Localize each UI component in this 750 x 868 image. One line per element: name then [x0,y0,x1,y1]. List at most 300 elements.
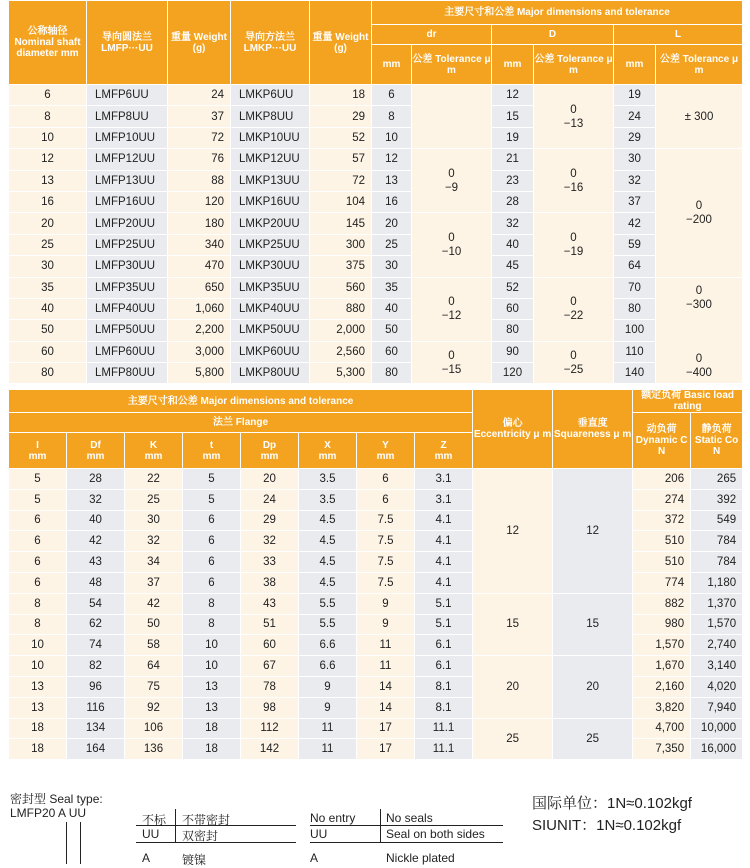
flange-df-cell: 42 [67,531,125,552]
seal-r1-code: 不标 [142,813,167,827]
flange-z-cell: 4.1 [415,572,473,593]
flange-y-cell: 14 [357,697,415,718]
flange-z-cell: 4.1 [415,510,473,531]
round-weight-cell: 37 [168,106,231,127]
table-row [9,341,743,362]
flange-k-cell: 32 [125,531,183,552]
dynamic-load-cell: 7,350 [633,739,691,760]
square-weight-cell: 300 [310,234,372,255]
seal-r3-en-code: A [310,851,319,865]
round-flange-model-cell: LMFP50UU [87,320,168,341]
flange-x-cell: 4.5 [299,552,357,573]
header-unit: mm [434,450,453,462]
flange-i-cell: 18 [9,739,67,760]
header-D: D [492,25,614,45]
dr-tolerance-cell [412,213,492,277]
static-load-cell: 2,740 [691,635,743,656]
squareness-cell: 20 [553,656,633,718]
flange-t-cell: 5 [183,469,241,490]
round-weight-cell: 1,060 [168,298,231,319]
header-L-tolerance: 公差 Tolerance μ m [656,45,743,85]
table-row [9,635,743,656]
square-flange-model-cell: LMKP12UU [231,149,310,170]
header-symbol: Y [382,439,389,451]
unit-note-en: SIUNIT：1N≈0.102kgf [532,817,682,834]
flange-x-cell: 3.5 [299,489,357,510]
round-flange-model-cell: LMFP13UU [87,170,168,191]
table-row [9,531,743,552]
dr-mm-cell: 6 [372,85,412,106]
square-weight-cell: 5,300 [310,363,372,384]
static-load-cell: 7,940 [691,697,743,718]
square-flange-model-cell: LMKP13UU [231,170,310,191]
L-mm-cell: 70 [614,277,656,298]
flange-t-cell: 6 [183,510,241,531]
dynamic-load-cell: 4,700 [633,718,691,739]
D-tolerance-cell-upper: 0 [570,167,577,180]
flange-z-cell: 4.1 [415,531,473,552]
flange-x-cell: 9 [299,676,357,697]
static-load-cell: 16,000 [691,739,743,760]
L-tolerance-value: −400 [686,366,712,379]
flange-dp-cell: 43 [241,593,299,614]
dynamic-load-cell: 372 [633,510,691,531]
flange-t-cell: 18 [183,718,241,739]
flange-y-cell: 11 [357,635,415,656]
static-load-cell: 549 [691,510,743,531]
eccentricity-cell: 25 [473,718,553,760]
flange-t-cell: 6 [183,531,241,552]
header-flange-df [67,433,125,469]
square-weight-cell: 18 [310,85,372,106]
shaft-diameter-cell: 40 [9,298,87,319]
round-flange-model-cell: LMFP16UU [87,191,168,212]
flange-k-cell: 22 [125,469,183,490]
dr-mm-cell: 25 [372,234,412,255]
round-flange-model-cell: LMFP12UU [87,149,168,170]
dr-mm-cell: 8 [372,106,412,127]
eccentricity-cell: 20 [473,656,553,718]
flange-k-cell: 106 [125,718,183,739]
round-flange-model-cell: LMFP25UU [87,234,168,255]
header-D-mm: mm [492,45,534,85]
flange-z-cell: 3.1 [415,469,473,490]
seal-r1-en: No seals [386,811,433,825]
shaft-diameter-cell: 50 [9,320,87,341]
flange-dp-cell: 20 [241,469,299,490]
flange-t-cell: 13 [183,697,241,718]
flange-dp-cell: 33 [241,552,299,573]
flange-dimension-table [8,389,743,760]
flange-df-cell: 116 [67,697,125,718]
flange-i-cell: 8 [9,614,67,635]
L-tolerance-value: 0 [695,284,703,297]
L-tolerance-cell [656,149,743,277]
square-flange-model-cell: LMKP16UU [231,191,310,212]
dynamic-load-cell: 3,820 [633,697,691,718]
square-flange-model-cell: LMKP10UU [231,127,310,148]
dynamic-load-cell: 510 [633,552,691,573]
dr-mm-cell: 30 [372,256,412,277]
square-flange-model-cell: LMKP35UU [231,277,310,298]
shaft-diameter-cell: 8 [9,106,87,127]
header-unit: mm [260,450,279,462]
flange-t-cell: 5 [183,489,241,510]
flange-df-cell: 32 [67,489,125,510]
D-mm-cell: 15 [492,106,534,127]
dr-tolerance-cell-upper: 0 [448,167,455,180]
table-row [9,191,743,212]
square-flange-model-cell: LMKP25UU [231,234,310,255]
flange-k-cell: 34 [125,552,183,573]
flange-z-cell: 8.1 [415,676,473,697]
L-tolerance-value: 0 [695,352,703,365]
round-weight-cell: 76 [168,149,231,170]
header-major-dimensions-2: 主要尺寸和公差 Major dimensions and tolerance [9,390,473,413]
D-mm-cell: 28 [492,191,534,212]
round-weight-cell: 88 [168,170,231,191]
dr-tolerance-cell [412,85,492,149]
square-weight-cell: 57 [310,149,372,170]
header-weight-square: 重量 Weight (g) [310,1,372,85]
flange-x-cell: 5.5 [299,614,357,635]
D-mm-cell: 40 [492,234,534,255]
static-load-cell: 784 [691,531,743,552]
dynamic-load-cell: 206 [633,469,691,490]
table-row [9,614,743,635]
flange-y-cell: 7.5 [357,552,415,573]
unit-note-cn: 国际单位：1N≈0.102kgf [532,795,692,812]
header-unit: mm [376,450,395,462]
table-row [9,363,743,384]
D-mm-cell: 23 [492,170,534,191]
flange-k-cell: 25 [125,489,183,510]
flange-z-cell: 3.1 [415,489,473,510]
header-flange-t [183,433,241,469]
dr-tolerance-cell-lower: −9 [444,181,459,194]
flange-df-cell: 74 [67,635,125,656]
round-flange-model-cell: LMFP6UU [87,85,168,106]
table-row [9,552,743,573]
seal-type-title: 密封型 Seal type: [10,792,103,806]
D-mm-cell: 90 [492,341,534,362]
flange-x-cell: 6.6 [299,656,357,677]
round-flange-model-cell: LMFP35UU [87,277,168,298]
L-mm-cell: 80 [614,298,656,319]
shaft-diameter-cell: 60 [9,341,87,362]
shaft-diameter-cell: 25 [9,234,87,255]
shaft-diameter-cell: 80 [9,363,87,384]
flange-i-cell: 10 [9,635,67,656]
linear-bushing-dimension-table [8,0,743,384]
L-tolerance-cell-lower: −200 [686,213,712,226]
D-tolerance-cell-lower: −22 [563,310,584,323]
seal-r3-en: Nickle plated [386,851,455,865]
dynamic-load-cell: 980 [633,614,691,635]
dr-mm-cell: 13 [372,170,412,191]
flange-y-cell: 14 [357,676,415,697]
table-row [9,234,743,255]
square-weight-cell: 72 [310,170,372,191]
round-weight-cell: 120 [168,191,231,212]
flange-dp-cell: 60 [241,635,299,656]
dr-tolerance-cell-lower: −15 [441,363,462,376]
flange-x-cell: 11 [299,739,357,760]
D-mm-cell: 32 [492,213,534,234]
flange-x-cell: 4.5 [299,510,357,531]
table-row [9,256,743,277]
static-load-cell: 784 [691,552,743,573]
shaft-diameter-cell: 10 [9,127,87,148]
eccentricity-cell: 12 [473,469,553,594]
table-row [9,469,743,490]
flange-x-cell: 4.5 [299,572,357,593]
flange-df-cell: 134 [67,718,125,739]
dr-mm-cell: 12 [372,149,412,170]
flange-dp-cell: 29 [241,510,299,531]
flange-y-cell: 6 [357,489,415,510]
dynamic-load-cell: 1,570 [633,635,691,656]
round-flange-model-cell: LMFP30UU [87,256,168,277]
static-load-cell: 4,020 [691,676,743,697]
table-row [9,697,743,718]
flange-x-cell: 6.6 [299,635,357,656]
flange-z-cell: 5.1 [415,614,473,635]
flange-t-cell: 6 [183,552,241,573]
flange-z-cell: 8.1 [415,697,473,718]
shaft-diameter-cell: 6 [9,85,87,106]
L-mm-cell: 100 [614,320,656,341]
header-flange-y [357,433,415,469]
flange-t-cell: 10 [183,656,241,677]
flange-t-cell: 13 [183,676,241,697]
flange-z-cell: 11.1 [415,739,473,760]
square-flange-model-cell: LMKP30UU [231,256,310,277]
dr-mm-cell: 16 [372,191,412,212]
flange-z-cell: 6.1 [415,656,473,677]
flange-t-cell: 10 [183,635,241,656]
flange-df-cell: 164 [67,739,125,760]
square-weight-cell: 145 [310,213,372,234]
shaft-diameter-cell: 12 [9,149,87,170]
dr-mm-cell: 50 [372,320,412,341]
header-symbol: X [324,439,331,451]
table-row [9,739,743,760]
dr-tolerance-cell-upper: 0 [448,349,455,362]
D-tolerance-cell-upper: 0 [570,349,577,362]
flange-k-cell: 136 [125,739,183,760]
flange-i-cell: 6 [9,531,67,552]
square-weight-cell: 29 [310,106,372,127]
seal-model-example: LMFP20 A UU [10,806,87,820]
dr-mm-cell: 35 [372,277,412,298]
square-flange-model-cell: LMKP50UU [231,320,310,341]
header-flange-dp [241,433,299,469]
L-mm-cell: 37 [614,191,656,212]
seal-r2-en-code: UU [310,827,328,841]
header-unit: mm [86,450,105,462]
D-mm-cell: 21 [492,149,534,170]
dynamic-load-cell: 510 [633,531,691,552]
header-symbol: Df [90,439,101,451]
flange-df-cell: 48 [67,572,125,593]
round-weight-cell: 650 [168,277,231,298]
L-tolerance-cell: ± 300 [656,85,743,149]
round-flange-model-cell: LMFP60UU [87,341,168,362]
square-weight-cell: 560 [310,277,372,298]
flange-k-cell: 92 [125,697,183,718]
table-row [9,213,743,234]
header-square-flange-model: 导向方法兰 LMKP···UU [231,1,310,85]
dr-tolerance-cell-lower: −10 [441,245,462,258]
flange-dp-cell: 32 [241,531,299,552]
square-weight-cell: 375 [310,256,372,277]
square-weight-cell: 104 [310,191,372,212]
shaft-diameter-cell: 16 [9,191,87,212]
square-flange-model-cell: LMKP20UU [231,213,310,234]
seal-r2-en: Seal on both sides [386,827,485,841]
flange-x-cell: 4.5 [299,531,357,552]
flange-t-cell: 6 [183,572,241,593]
L-mm-cell: 29 [614,127,656,148]
static-load-cell: 3,140 [691,656,743,677]
dynamic-load-cell: 1,670 [633,656,691,677]
header-eccentricity: 偏心 Eccentricity μ m [473,390,553,469]
D-mm-cell: 19 [492,127,534,148]
square-flange-model-cell: LMKP6UU [231,85,310,106]
flange-k-cell: 58 [125,635,183,656]
flange-k-cell: 64 [125,656,183,677]
header-symbol: Dp [262,439,277,451]
flange-t-cell: 8 [183,593,241,614]
round-weight-cell: 72 [168,127,231,148]
D-mm-cell: 80 [492,320,534,341]
squareness-cell: 12 [553,469,633,594]
header-flange-i [9,433,67,469]
round-weight-cell: 2,200 [168,320,231,341]
round-flange-model-cell: LMFP20UU [87,213,168,234]
dynamic-load-cell: 274 [633,489,691,510]
unit-conversion-note [532,793,692,837]
header-major-dimensions: 主要尺寸和公差 Major dimensions and tolerance [372,1,743,25]
flange-df-cell: 43 [67,552,125,573]
header-dynamic: 动负荷 Dynamic C N [633,413,691,469]
seal-r3-cn: 镀镍 [182,853,207,867]
table-row [9,170,743,191]
squareness-cell: 15 [553,593,633,655]
header-squareness: 垂直度 Squareness μ m [553,390,633,469]
table-row [9,489,743,510]
header-flange-z [415,433,473,469]
shaft-diameter-cell: 30 [9,256,87,277]
L-mm-cell: 59 [614,234,656,255]
D-mm-cell: 52 [492,277,534,298]
flange-df-cell: 28 [67,469,125,490]
flange-x-cell: 5.5 [299,593,357,614]
flange-x-cell: 9 [299,697,357,718]
header-symbol: t [209,439,214,451]
flange-y-cell: 9 [357,593,415,614]
round-flange-model-cell: LMFP8UU [87,106,168,127]
D-tolerance-cell [534,85,614,149]
round-flange-model-cell: LMFP80UU [87,363,168,384]
round-weight-cell: 24 [168,85,231,106]
table-row [9,656,743,677]
header-flange-k [125,433,183,469]
flange-i-cell: 18 [9,718,67,739]
flange-y-cell: 9 [357,614,415,635]
table-row [9,718,743,739]
header-basic-load-rating: 额定负荷 Basic load rating [633,390,743,413]
static-load-cell: 265 [691,469,743,490]
table-row [9,277,743,298]
eccentricity-cell: 15 [473,593,553,655]
header-flange-x [299,433,357,469]
flange-z-cell: 6.1 [415,635,473,656]
header-symbol: Z [440,439,447,451]
D-tolerance-cell-upper: 0 [570,296,577,309]
table-row [9,85,743,106]
D-tolerance-cell-lower: −19 [563,245,584,258]
header-flange: 法兰 Flange [9,413,473,433]
flange-df-cell: 54 [67,593,125,614]
flange-k-cell: 50 [125,614,183,635]
static-load-cell: 10,000 [691,718,743,739]
L-mm-cell: 42 [614,213,656,234]
round-weight-cell: 5,800 [168,363,231,384]
header-unit: mm [28,450,47,462]
square-flange-model-cell: LMKP8UU [231,106,310,127]
static-load-cell: 1,370 [691,593,743,614]
square-weight-cell: 880 [310,298,372,319]
flange-dp-cell: 67 [241,656,299,677]
table-row [9,106,743,127]
dr-tolerance-cell [412,341,492,384]
header-symbol: I [36,439,39,451]
flange-df-cell: 82 [67,656,125,677]
flange-x-cell: 11 [299,718,357,739]
flange-i-cell: 10 [9,656,67,677]
L-mm-cell: 30 [614,149,656,170]
flange-t-cell: 8 [183,614,241,635]
flange-y-cell: 7.5 [357,510,415,531]
dr-tolerance-cell [412,149,492,213]
header-static: 静负荷 Static Co N [691,413,743,469]
flange-y-cell: 17 [357,739,415,760]
dr-tolerance-cell-upper: 0 [448,296,455,309]
shaft-diameter-cell: 35 [9,277,87,298]
round-weight-cell: 470 [168,256,231,277]
dr-mm-cell: 40 [372,298,412,319]
D-tolerance-cell-upper: 0 [570,103,577,116]
shaft-diameter-cell: 20 [9,213,87,234]
D-tolerance-cell [534,149,614,213]
flange-k-cell: 42 [125,593,183,614]
header-L-mm: mm [614,45,656,85]
static-load-cell: 1,180 [691,572,743,593]
square-flange-model-cell: LMKP40UU [231,298,310,319]
flange-y-cell: 17 [357,718,415,739]
seal-r3-code: A [142,851,151,865]
square-flange-model-cell: LMKP60UU [231,341,310,362]
round-weight-cell: 340 [168,234,231,255]
L-mm-cell: 110 [614,341,656,362]
shaft-diameter-cell: 13 [9,170,87,191]
square-flange-model-cell: LMKP80UU [231,363,310,384]
flange-dp-cell: 38 [241,572,299,593]
dr-mm-cell: 60 [372,341,412,362]
flange-t-cell: 18 [183,739,241,760]
